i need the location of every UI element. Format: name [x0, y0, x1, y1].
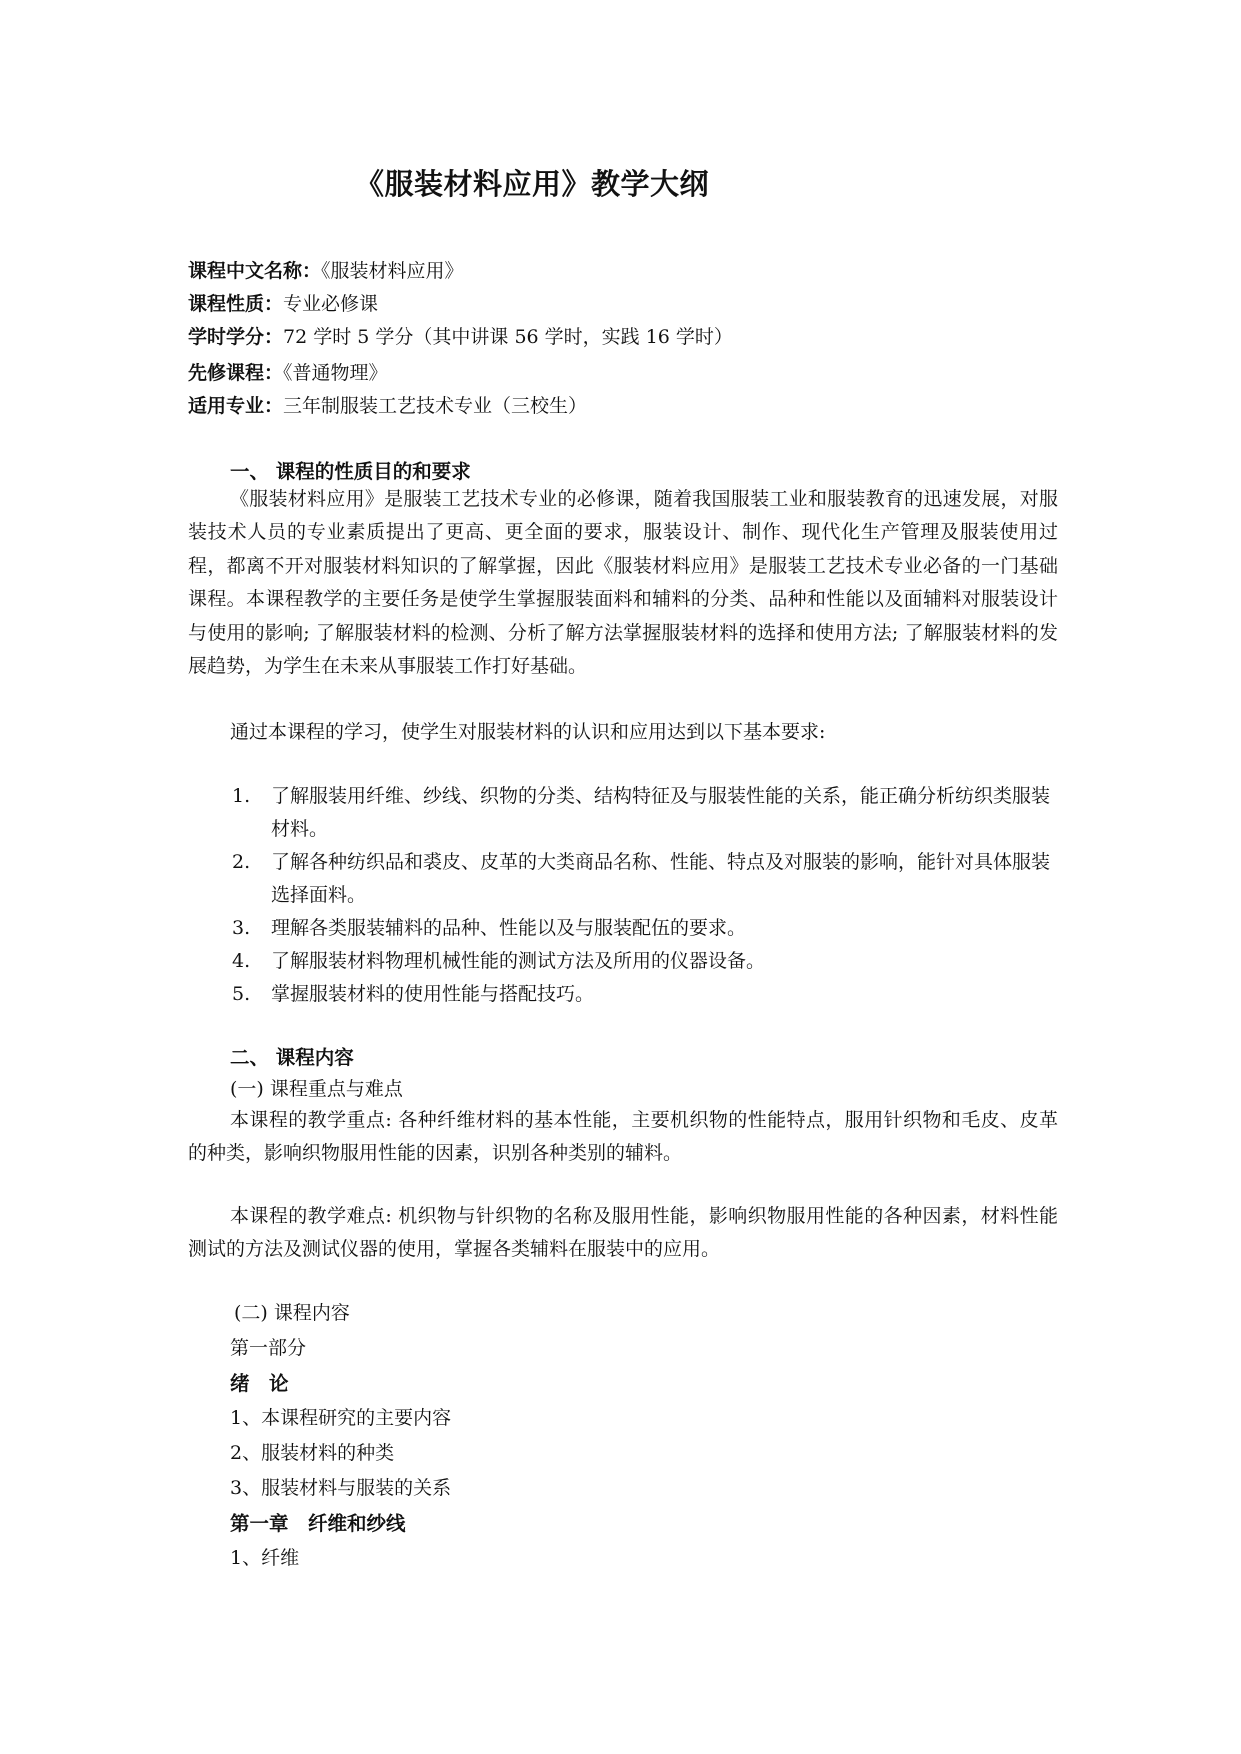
- outline-item: 2、服装材料的种类: [230, 1442, 395, 1464]
- list-item: [188, 912, 1058, 945]
- intro-heading: 绪 论: [230, 1372, 289, 1395]
- meta-value: 专业必修课: [283, 293, 379, 315]
- meta-value: 三年制服装工艺技术专业（三校生）: [283, 395, 588, 417]
- meta-value: 72 学时 5 学分（其中讲课 56 学时，实践 16 学时）: [283, 326, 733, 348]
- meta-key: 先修课程：: [188, 362, 284, 384]
- list-item: [188, 945, 1058, 978]
- list-text: 了解各种纺织品和裘皮、皮革的大类商品名称、性能、特点及对服装的影响，能针对具体服装选择面料。: [271, 851, 1051, 906]
- meta-key: 学时学分：: [188, 326, 284, 348]
- paragraph: 本课程的教学重点: 各种纤维材料的基本性能，主要机织物的性能特点，服用针织物和毛皮、皮革的种类，影响织物服用性能的因素，识别各种类别的辅料。: [188, 1109, 1058, 1165]
- list-number: 3.: [232, 917, 251, 939]
- meta-value: 《服装材料应用》: [321, 260, 464, 282]
- meta-course-nature: [188, 288, 378, 321]
- section-heading: 一、 课程的性质目的和要求: [230, 460, 471, 483]
- requirements-list: [188, 780, 1058, 1011]
- document-title: 《服装材料应用》教学大纲: [355, 167, 710, 201]
- subsection-heading: (二) 课程内容: [234, 1302, 350, 1324]
- meta-prerequisite: [188, 357, 388, 390]
- chapter-heading: 第一章 纤维和纱线: [230, 1512, 406, 1535]
- list-item: [188, 846, 1058, 912]
- list-item: [188, 978, 1058, 1011]
- list-text: 了解服装材料物理机械性能的测试方法及所用的仪器设备。: [271, 950, 766, 972]
- meta-hours-credits: [188, 321, 733, 354]
- meta-key: 适用专业：: [188, 395, 284, 417]
- list-number: 4.: [232, 950, 251, 972]
- paragraph: 本课程的教学难点: 机织物与针织物的名称及服用性能，影响织物服用性能的各种因素，材料性能测试的方法及测试仪器的使用，掌握各类辅料在服装中的应用。: [188, 1205, 1058, 1261]
- list-number: 5.: [232, 983, 251, 1005]
- meta-major: [188, 390, 587, 423]
- list-number: 1.: [232, 785, 251, 807]
- list-text: 了解服装用纤维、纱线、织物的分类、结构特征及与服装性能的关系，能正确分析纺织类服装材料。: [271, 785, 1051, 840]
- meta-key: 课程性质：: [188, 293, 284, 315]
- section-heading: 二、 课程内容: [230, 1046, 354, 1069]
- paragraph: 通过本课程的学习，使学生对服装材料的认识和应用达到以下基本要求:: [230, 721, 826, 743]
- meta-course-name: [188, 255, 464, 288]
- outline-item: 3、服装材料与服装的关系: [230, 1477, 452, 1499]
- meta-value: 《普通物理》: [283, 362, 388, 384]
- list-text: 理解各类服装辅料的品种、性能以及与服装配伍的要求。: [271, 917, 747, 939]
- list-number: 2.: [232, 851, 251, 873]
- part-heading: 第一部分: [230, 1337, 307, 1359]
- list-text: 掌握服装材料的使用性能与搭配技巧。: [271, 983, 595, 1005]
- outline-item: 1、纤维: [230, 1547, 300, 1569]
- subsection-heading: (一) 课程重点与难点: [230, 1078, 403, 1100]
- paragraph: 《服装材料应用》是服装工艺技术专业的必修课，随着我国服装工业和服装教育的迅速发展，对服装技术人员的专业素质提出了更高、更全面的要求，服装设计、制作、现代化生产管理及服装使用过程，都离不开对服装材料知识的了解掌握，因此《服装材料应用》是服装工艺技术专业必备的一门基础课程。本课程教学的主要任务是使学生掌握服装面料和辅料的分类、品种和性能以及面辅料对服装设计与使用的影响; 了解服装材料的检测、分析了解方法掌握服装材料的选择和使用方法; 了解服装材料的发展趋势，为学生在未来从事服装工作打好基础。: [188, 488, 1058, 678]
- list-item: [188, 780, 1058, 846]
- outline-item: 1、本课程研究的主要内容: [230, 1407, 452, 1429]
- meta-key: 课程中文名称：: [188, 260, 322, 282]
